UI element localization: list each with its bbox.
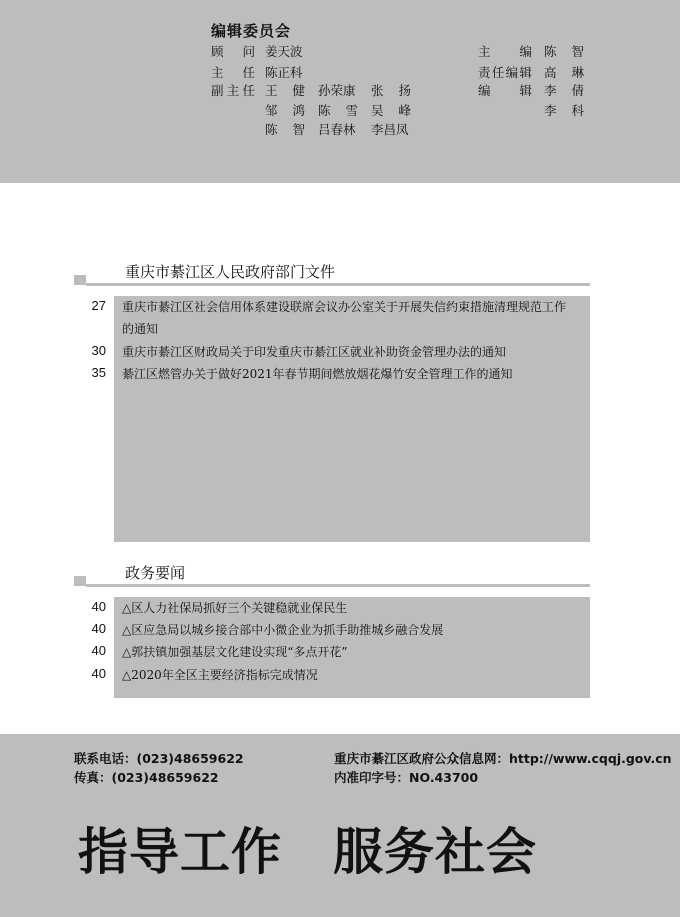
editorial-board-title: 编辑委员会: [211, 22, 292, 40]
toc-entry-text: △区人力社保局抓好三个关键稳就业保民生: [122, 601, 348, 615]
toc-page-number: 40: [91, 643, 106, 658]
section-title-government-news: 政务要闻: [125, 564, 186, 582]
contact-phone: 联系电话：(023)48659622: [74, 751, 244, 766]
editorial-name: 孙荣康: [318, 83, 356, 98]
toc-page-number: 40: [91, 599, 106, 614]
editorial-role: 编辑: [478, 83, 532, 98]
editorial-name: 陈雪: [318, 103, 358, 118]
editorial-name: 李昌凤: [371, 122, 409, 137]
editorial-name: 王健: [265, 83, 305, 98]
section-marker: [74, 576, 86, 586]
editorial-name: 吕春林: [318, 122, 356, 137]
toc-entry-text: 重庆市綦江区社会信用体系建设联席会议办公室关于开展失信约束措施清理规范工作的通知: [122, 300, 567, 336]
toc-entry-text: 重庆市綦江区财政局关于印发重庆市綦江区就业补助资金管理办法的通知: [122, 345, 507, 359]
editorial-role: 主任: [211, 65, 255, 80]
editorial-role: 主编: [478, 44, 532, 59]
toc-page-number: 27: [91, 298, 106, 313]
editorial-role: 顾问: [211, 44, 255, 59]
editorial-name: 李科: [544, 103, 584, 118]
editorial-name: 邹鸿: [265, 103, 305, 118]
section-title-department-documents: 重庆市綦江区人民政府部门文件: [125, 263, 336, 281]
toc-entry-text: △区应急局以城乡接合部中小微企业为抓手助推城乡融合发展: [122, 623, 444, 637]
section-rule: [86, 584, 590, 587]
toc-page-number: 35: [91, 365, 106, 380]
toc-page-number: 40: [91, 621, 106, 636]
editorial-name: 高琳: [544, 65, 584, 80]
editorial-role: 副主任: [211, 83, 255, 98]
editorial-role: 责任编辑: [478, 65, 532, 80]
editorial-name: 姜天波: [265, 44, 303, 59]
editorial-name: 吴峰: [371, 103, 411, 118]
toc-page-number: 30: [91, 343, 106, 358]
website-link[interactable]: 重庆市綦江区政府公众信息网：http://www.cqqj.gov.cn: [334, 751, 672, 766]
print-license: 内准印字号：NO.43700: [334, 770, 479, 785]
editorial-name: 陈正科: [265, 65, 303, 80]
contact-fax: 传真：(023)48659622: [74, 770, 219, 785]
editorial-name: 李倩: [544, 83, 584, 98]
editorial-board-band: [0, 0, 680, 183]
slogan: 指导工作 服务社会: [78, 823, 537, 881]
toc-entry-text: △郭扶镇加强基层文化建设实现“多点开花”: [122, 645, 348, 659]
toc-entry-text: 綦江区燃管办关于做好2021年春节期间燃放烟花爆竹安全管理工作的通知: [122, 367, 513, 381]
editorial-name: 陈智: [265, 122, 305, 137]
editorial-name: 张扬: [371, 83, 411, 98]
section-rule: [86, 283, 590, 286]
toc-page-number: 40: [91, 666, 106, 681]
editorial-name: 陈智: [544, 44, 584, 59]
section-marker: [74, 275, 86, 285]
toc-entry-text: △2020年全区主要经济指标完成情况: [122, 668, 318, 682]
